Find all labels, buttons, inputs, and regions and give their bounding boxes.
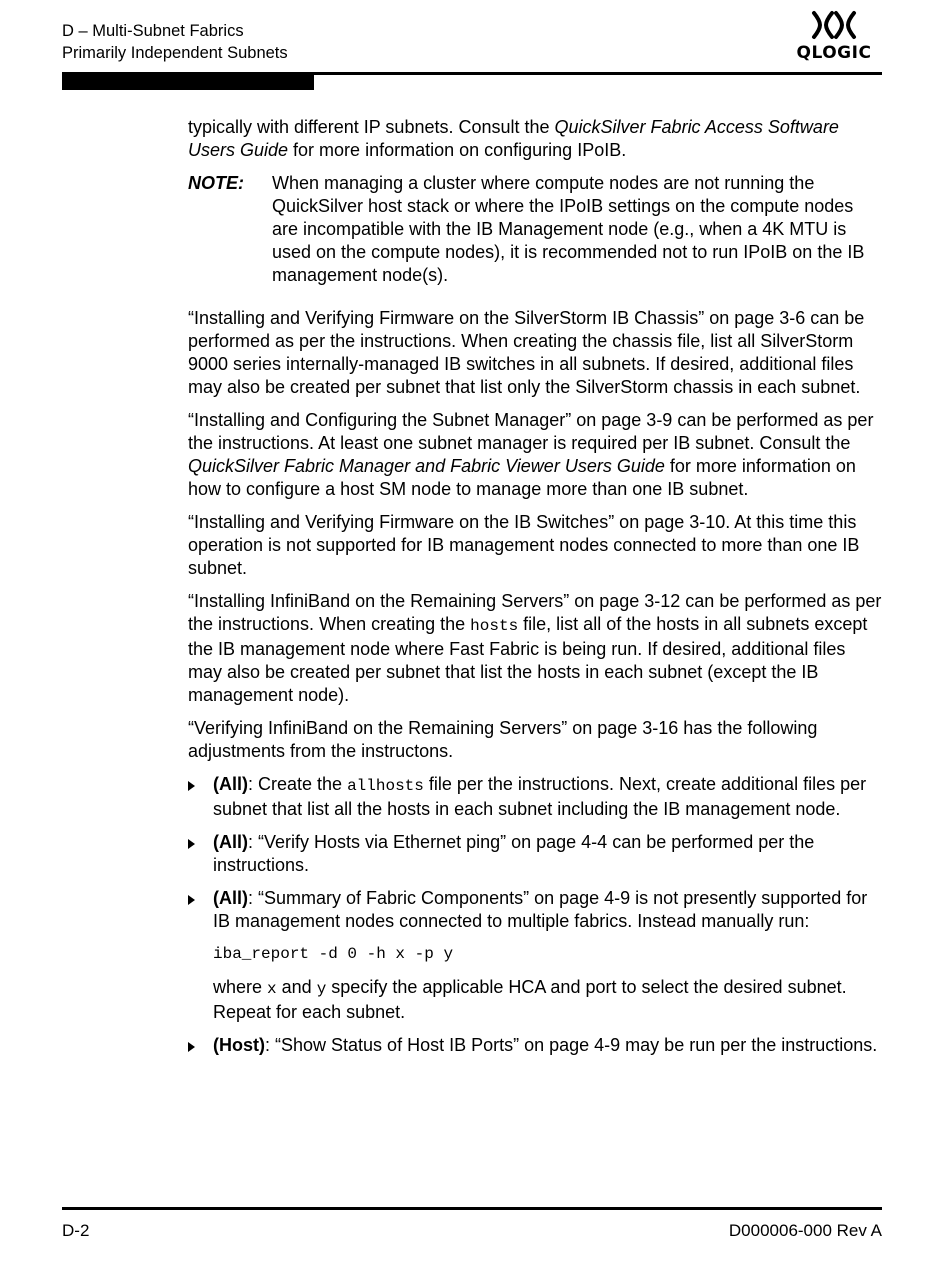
command-line: iba_report -d 0 -h x -p y bbox=[213, 945, 454, 963]
logo-wordmark: QLOGIC bbox=[796, 43, 872, 63]
footer-rule bbox=[62, 1207, 882, 1210]
header-bar bbox=[62, 75, 314, 90]
allhosts-code: allhosts bbox=[347, 777, 424, 795]
note-label: NOTE: bbox=[188, 173, 244, 193]
header-chapter: D – Multi-Subnet Fabrics bbox=[62, 22, 244, 40]
header-section: Primarily Independent Subnets bbox=[62, 44, 288, 62]
bullet-arrow-icon bbox=[188, 781, 195, 791]
hosts-code: hosts bbox=[470, 617, 519, 635]
list-item: (All): Create the allhosts file per the instructions. Next, create additional files per subnet that list all the hosts in each subnet including the IB management node. bbox=[188, 773, 882, 821]
guide-title: QuickSilver Fabric Access Software Users Guide bbox=[188, 117, 839, 160]
bullet-arrow-icon bbox=[188, 1042, 195, 1052]
paragraph-install-infiniband: “Installing InfiniBand on the Remaining Servers” on page 3-12 can be performed as per the instructions. When creating the hosts file, list all of the hosts in all subnets except the IB management node where Fast Fabric is being run. If desired, additional files may also be created per subnet that list the hosts in each subnet (except the IB management node). bbox=[188, 591, 882, 705]
qlogic-logo-icon bbox=[810, 10, 858, 40]
note-block bbox=[188, 172, 882, 287]
paragraph-chassis-firmware: “Installing and Verifying Firmware on the SilverStorm IB Chassis” on page 3-6 can be performed as per the instructions. When creating the chassis file, list all SilverStorm 9000 series internally-managed IB switches in all subnets. If desired, additional files may also be created per subnet that list only the SilverStorm chassis in each subnet. bbox=[188, 308, 865, 397]
page-body bbox=[188, 116, 882, 1067]
page-number: D-2 bbox=[62, 1221, 90, 1240]
paragraph-verify-infiniband: “Verifying InfiniBand on the Remaining Servers” on page 3-16 has the following adjustments from the instructons. bbox=[188, 718, 818, 761]
list-item: (All): “Summary of Fabric Components” on page 4-9 is not presently supported for IB management nodes connected to multiple fabrics. Instead manually run: iba_report -d 0 -h x -p y where x and y specify the applicable HCA and port to select the desired subnet. Repeat for each subnet. bbox=[188, 887, 882, 1024]
paragraph-subnet-manager: “Installing and Configuring the Subnet Manager” on page 3-9 can be performed as per the instructions. At least one subnet manager is required per IB subnet. Consult the QuickSilver Fabric Manager and Fabric Viewer Users Guide for more information on how to configure a host SM node to manage more than one IB subnet. bbox=[188, 410, 874, 499]
note-text: When managing a cluster where compute nodes are not running the QuickSilver host stack or where the IPoIB settings on the compute nodes are incompatible with the IB Management node (e.g., when a 4K MTU is used on the compute nodes), it is recommended not to run IPoIB on the IB management node(s). bbox=[272, 173, 865, 285]
intro-paragraph: typically with different IP subnets. Consult the QuickSilver Fabric Access Software Users Guide for more information on configuring IPoIB. bbox=[188, 117, 839, 160]
list-item: (Host): “Show Status of Host IB Ports” on page 4-9 may be run per the instructions. bbox=[188, 1034, 882, 1057]
list-item: (All): “Verify Hosts via Ethernet ping” on page 4-4 can be performed per the instructions. bbox=[188, 831, 882, 877]
qlogic-logo bbox=[786, 10, 886, 70]
guide-title: QuickSilver Fabric Manager and Fabric Viewer Users Guide bbox=[188, 456, 665, 476]
bullet-arrow-icon bbox=[188, 839, 195, 849]
running-header bbox=[62, 20, 288, 64]
paragraph-switch-firmware: “Installing and Verifying Firmware on the IB Switches” on page 3-10. At this time this operation is not supported for IB management nodes connected to more than one IB subnet. bbox=[188, 512, 860, 578]
adjustment-list bbox=[188, 773, 882, 1057]
bullet-arrow-icon bbox=[188, 895, 195, 905]
document-id: D000006-000 Rev A bbox=[728, 1221, 882, 1240]
